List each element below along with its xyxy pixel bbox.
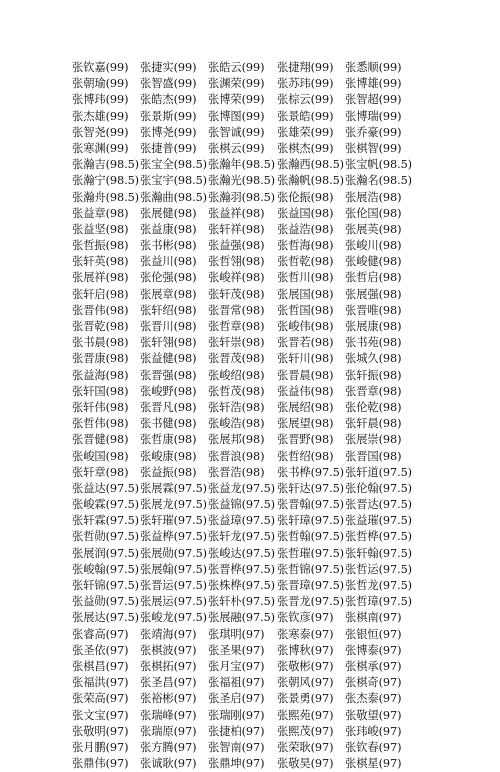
name-score-entry: 张圣昌(97): [140, 676, 197, 690]
name-score-entry: 张琪明(97): [208, 627, 265, 641]
name-score-entry: 张轩川(98): [277, 352, 334, 366]
name-score-entry: 张景皓(99): [277, 109, 334, 123]
name-score-entry: 张峻霖(97.5): [72, 498, 139, 512]
name-score-entry: 张熙苑(97): [277, 708, 334, 722]
name-score-entry: 张峻国(98): [72, 449, 129, 463]
list-row: [72, 238, 500, 254]
name-score-entry: 张轩达(97.5): [277, 481, 344, 495]
name-score-entry: 张晋健(98): [72, 433, 129, 447]
name-score-entry: 张展霖(97.5): [140, 481, 207, 495]
name-score-entry: 张轩锦(97.5): [72, 579, 139, 592]
name-score-entry: 张轩晨(98): [345, 417, 402, 431]
name-score-entry: 张展运(97.5): [140, 595, 207, 609]
list-row: [72, 724, 500, 740]
name-score-entry: 张峻康(98): [140, 449, 197, 463]
name-score-entry: 张轩浩(98): [208, 400, 265, 414]
name-score-entry: 张峻健(98): [345, 255, 402, 269]
list-row: [72, 465, 500, 481]
list-row: [72, 529, 500, 545]
name-score-entry: 张轩朴(97.5): [208, 595, 275, 609]
name-score-entry: 张益勋(97.5): [72, 595, 139, 609]
list-row: [72, 303, 500, 319]
list-row: [72, 708, 500, 724]
name-score-entry: 张轩璋(97.5): [277, 514, 344, 528]
name-score-entry: 张晋桦(97.5): [208, 562, 275, 576]
name-score-entry: 张城久(98): [345, 352, 402, 366]
name-score-entry: 张书苑(98): [345, 336, 402, 350]
list-row: [72, 222, 500, 238]
name-score-entry: 张展章(98): [140, 287, 197, 301]
name-score-entry: 张棋杰(99): [277, 141, 334, 155]
name-score-entry: 张瀚名(98.5): [345, 174, 412, 188]
name-score-entry: 张瀚羽(98.5): [208, 190, 275, 204]
name-score-entry: 张轩璀(97.5): [140, 514, 207, 528]
name-score-entry: 张轩振(98): [345, 368, 402, 382]
list-row: [72, 610, 500, 626]
name-score-entry: 张书晨(98): [72, 336, 129, 350]
name-score-entry: 张展望(98): [277, 417, 334, 431]
list-row: [72, 109, 500, 125]
name-score-entry: 张钦嘉(99): [72, 61, 129, 74]
list-row: [72, 335, 500, 351]
name-score-entry: 张钦彦(97): [277, 611, 334, 625]
name-score-entry: 张哲国(98): [277, 303, 334, 317]
name-score-entry: 张哲海(98): [277, 239, 334, 253]
name-score-entry: 张敬彬(97): [277, 659, 334, 673]
name-score-entry: 张诚耿(97): [140, 757, 197, 771]
name-score-entry: 张瀚西(98.5): [277, 158, 344, 172]
name-score-entry: 张敬明(97): [72, 724, 129, 738]
list-row: [72, 173, 500, 189]
name-score-entry: 张书健(98): [140, 417, 197, 431]
name-score-entry: 张哲启(98): [345, 271, 402, 285]
name-score-entry: 张福祖(97): [208, 676, 265, 690]
name-score-entry: 张展龙(97.5): [140, 498, 207, 512]
name-score-entry: 张晋达(97.5): [345, 498, 412, 512]
list-row: [72, 740, 500, 756]
name-score-entry: 张益康(98): [140, 222, 197, 236]
name-score-entry: 张展浩(98): [345, 190, 402, 204]
name-score-entry: 张轩国(98): [72, 384, 129, 398]
name-score-entry: 张景勇(97): [277, 692, 334, 706]
name-score-entry: 张株桦(97.5): [208, 579, 275, 592]
name-score-entry: 张棋昌(97): [72, 659, 129, 673]
list-row: [72, 76, 500, 92]
name-score-entry: 张博泰(97): [345, 643, 402, 657]
name-score-entry: 张月宝(97): [208, 659, 265, 673]
name-score-entry: 张轩章(98): [72, 465, 129, 479]
name-score-entry: 张峻绍(98): [208, 368, 265, 382]
name-score-entry: 张晋浩(98): [208, 465, 265, 479]
name-score-entry: 张展翰(97.5): [140, 562, 207, 576]
name-score-entry: 张博尧(99): [140, 125, 197, 139]
name-score-entry: 张苏玮(99): [277, 77, 334, 91]
name-score-entry: 张晋若(98): [277, 336, 334, 350]
name-score-entry: 张裕彬(97): [140, 692, 197, 706]
list-row: [72, 691, 500, 707]
list-row: [72, 497, 500, 513]
list-row: [72, 449, 500, 465]
name-score-entry: 张晋野(98): [277, 433, 334, 447]
name-score-entry: 张哲运(97.5): [345, 562, 412, 576]
name-score-entry: 张棋拓(97): [140, 659, 197, 673]
name-score-entry: 张捷实(99): [140, 61, 197, 74]
name-score-entry: 张哲勋(97.5): [72, 530, 139, 544]
name-score-entry: 张益浩(98): [277, 222, 334, 236]
name-score-entry: 张益国(98): [277, 206, 334, 220]
list-row: [72, 60, 500, 76]
name-score-entry: 张晋伟(98): [72, 303, 129, 317]
list-row: [72, 627, 500, 643]
name-score-entry: 张峻达(97.5): [208, 546, 275, 560]
list-row: [72, 368, 500, 384]
name-score-entry: 张晋茂(98): [208, 352, 265, 366]
name-score-entry: 张钦春(97): [345, 740, 402, 754]
list-row: [72, 416, 500, 432]
name-score-entry: 张峻龙(97.5): [140, 611, 207, 625]
name-score-entry: 张智盛(99): [140, 77, 197, 91]
name-score-entry: 张晋强(98): [140, 368, 197, 382]
list-row: [72, 594, 500, 610]
name-score-entry: 张书桦(97.5): [277, 465, 344, 479]
name-score-entry: 张博瑞(99): [345, 109, 402, 123]
name-score-entry: 张轩绍(98): [140, 303, 197, 317]
name-score-entry: 张益锦(97.5): [208, 498, 275, 512]
name-score-entry: 张晋康(98): [72, 352, 129, 366]
list-row: [72, 513, 500, 529]
name-score-entry: 张杰泰(97): [345, 692, 402, 706]
name-score-entry: 张寒渊(99): [72, 141, 129, 155]
name-score-entry: 张伦翰(97.5): [345, 481, 412, 495]
name-score-entry: 张轩龙(97.5): [208, 530, 275, 544]
name-score-entry: 张博玮(99): [72, 93, 129, 107]
name-score-entry: 张展强(98): [345, 287, 402, 301]
name-score-entry: 张展英(98): [345, 222, 402, 236]
name-score-entry: 张棕云(99): [277, 93, 334, 107]
name-score-entry: 张峻伟(98): [277, 320, 334, 333]
name-score-entry: 张哲绍(98): [277, 449, 334, 463]
name-score-entry: 张晋国(98): [345, 449, 402, 463]
name-score-entry: 张玮峻(97): [345, 724, 402, 738]
name-score-entry: 张睿高(97): [72, 627, 129, 641]
name-score-entry: 张展绍(98): [277, 400, 334, 414]
name-score-entry: 张益璋(97.5): [208, 514, 275, 528]
name-score-entry: 张哲振(98): [72, 239, 129, 253]
name-score-entry: 张轩启(98): [72, 287, 129, 301]
name-score-entry: 张展健(98): [140, 206, 197, 220]
name-score-entry: 张峻浩(98): [208, 417, 265, 431]
list-row: [72, 125, 500, 141]
name-score-entry: 张棋智(99): [345, 141, 402, 155]
list-row: [72, 546, 500, 562]
name-score-entry: 张宝宇(98.5): [140, 174, 207, 188]
name-score-entry: 张雄荣(99): [277, 125, 334, 139]
name-score-entry: 张棋波(97): [140, 643, 197, 657]
name-score-entry: 张宝帆(98.5): [345, 158, 412, 172]
name-score-entry: 张皓杰(99): [140, 93, 197, 107]
name-score-entry: 张峻野(98): [140, 384, 197, 398]
name-score-entry: 张靖海(97): [140, 627, 197, 641]
name-score-entry: 张博秋(97): [277, 643, 334, 657]
name-score-entry: 张圣果(97): [208, 643, 265, 657]
name-score-entry: 张伦强(98): [140, 271, 197, 285]
name-score-entry: 张瀚舟(98.5): [72, 190, 139, 204]
name-score-entry: 张瑞原(97): [140, 724, 197, 738]
list-row: [72, 675, 500, 691]
name-score-entry: 张博图(99): [208, 109, 265, 123]
name-score-entry: 张展融(97.5): [208, 611, 275, 625]
name-score-entry: 张瀚光(98.5): [208, 174, 275, 188]
name-score-entry: 张皓云(99): [208, 61, 265, 74]
name-score-entry: 张轩崇(98): [208, 336, 265, 350]
name-score-entry: 张展勋(97.5): [140, 546, 207, 560]
list-row: [72, 562, 500, 578]
name-score-entry: 张圣依(97): [72, 643, 129, 657]
name-score-entry: 张展达(97.5): [72, 611, 139, 625]
name-score-entry: 张鼎坤(97): [208, 757, 265, 771]
name-score-entry: 张荣高(97): [72, 692, 129, 706]
name-score-entry: 张益璀(97.5): [345, 514, 412, 528]
name-score-entry: 张渊荣(99): [208, 77, 265, 91]
list-row: [72, 481, 500, 497]
name-score-entry: 张宝全(98.5): [140, 158, 207, 172]
name-score-entry: 张棋南(97): [345, 611, 402, 625]
list-row: [72, 351, 500, 367]
name-score-entry: 张棋星(97): [345, 757, 402, 771]
name-score-entry: 张晋翰(97.5): [277, 498, 344, 512]
name-score-entry: 张伦振(98): [277, 190, 334, 204]
name-score-entry: 张棋奇(97): [345, 676, 402, 690]
name-score-entry: 张瀚帆(98.5): [277, 174, 344, 188]
name-score-entry: 张哲锦(97.5): [277, 562, 344, 576]
name-score-entry: 张月鹏(97): [72, 740, 129, 754]
list-row: [72, 756, 500, 772]
name-score-entry: 张圣启(97): [208, 692, 265, 706]
list-row: [72, 254, 500, 270]
list-row: [72, 141, 500, 157]
name-score-entry: 张捷普(99): [140, 141, 197, 155]
name-score-entry: 张轩道(97.5): [345, 465, 412, 479]
name-score-entry: 张晋凡(98): [140, 400, 197, 414]
name-score-entry: 张益坚(98): [72, 222, 129, 236]
name-score-list: [72, 60, 500, 772]
name-score-entry: 张益达(97.5): [72, 481, 139, 495]
name-score-entry: 张博雄(99): [345, 77, 402, 91]
name-score-entry: 张杰雄(99): [72, 109, 129, 123]
name-score-entry: 张益龙(97.5): [208, 481, 275, 495]
name-score-entry: 张展崇(98): [345, 433, 402, 447]
name-score-entry: 张福洪(97): [72, 676, 129, 690]
list-row: [72, 157, 500, 173]
name-score-entry: 张哲章(98): [208, 320, 265, 333]
name-score-entry: 张朝风(97): [277, 676, 334, 690]
name-score-entry: 张捷柏(97): [208, 724, 265, 738]
name-score-entry: 张瀚吉(98.5): [72, 158, 139, 172]
name-score-entry: 张瀚宁(98.5): [72, 174, 139, 188]
name-score-entry: 张峻川(98): [345, 239, 402, 253]
name-score-entry: 张哲桦(97.5): [345, 530, 412, 544]
name-score-entry: 张哲翎(98): [208, 255, 265, 269]
name-score-entry: 张悉顺(99): [345, 61, 402, 74]
name-score-entry: 张瀚年(98.5): [208, 158, 275, 172]
name-score-entry: 张哲康(98): [140, 433, 197, 447]
name-score-entry: 张哲茂(98): [208, 384, 265, 398]
list-row: [72, 270, 500, 286]
name-score-entry: 张棋云(99): [208, 141, 265, 155]
name-score-entry: 张智尧(99): [72, 125, 129, 139]
name-score-entry: 张峻祥(98): [208, 271, 265, 285]
name-score-entry: 张晋章(98): [345, 384, 402, 398]
list-row: [72, 206, 500, 222]
name-score-entry: 张瑞刚(97): [208, 708, 265, 722]
name-score-entry: 张朝瑜(99): [72, 77, 129, 91]
name-score-entry: 张轩翰(97.5): [345, 546, 412, 560]
name-score-entry: 张晋浪(98): [208, 449, 265, 463]
list-row: [72, 659, 500, 675]
list-row: [72, 92, 500, 108]
name-score-entry: 张益伟(98): [277, 384, 334, 398]
name-score-entry: 张哲璋(97.5): [345, 595, 412, 609]
name-score-entry: 张熙茂(97): [277, 724, 334, 738]
name-score-entry: 张晋川(98): [140, 320, 197, 333]
name-score-entry: 张晋运(97.5): [140, 579, 207, 592]
list-row: [72, 287, 500, 303]
name-score-entry: 张瑞峰(97): [140, 708, 197, 722]
name-score-entry: 张敬昊(97): [277, 757, 334, 771]
name-score-entry: 张晋璋(97.5): [277, 579, 344, 592]
name-score-entry: 张晋龙(97.5): [277, 595, 344, 609]
name-score-entry: 张智超(99): [345, 93, 402, 107]
name-score-entry: 张哲伟(98): [72, 417, 129, 431]
name-score-entry: 张文宝(97): [72, 708, 129, 722]
name-score-entry: 张博荣(99): [208, 93, 265, 107]
name-score-entry: 张棋承(97): [345, 659, 402, 673]
name-score-entry: 张方腾(97): [140, 740, 197, 754]
name-score-entry: 张智诚(99): [208, 125, 265, 139]
name-score-entry: 张哲龙(97.5): [345, 579, 412, 592]
name-score-entry: 张益祥(98): [208, 206, 265, 220]
name-score-entry: 张银恒(97): [345, 627, 402, 641]
name-score-entry: 张益强(98): [208, 239, 265, 253]
name-score-entry: 张瀚曲(98.5): [140, 190, 207, 204]
name-score-entry: 张展国(98): [277, 287, 334, 301]
name-score-entry: 张哲川(98): [277, 271, 334, 285]
list-row: [72, 578, 500, 594]
name-score-entry: 张哲翰(97.5): [277, 530, 344, 544]
name-score-entry: 张智南(97): [208, 740, 265, 754]
name-score-entry: 张轩茂(98): [208, 287, 265, 301]
name-score-entry: 张轩伟(98): [72, 400, 129, 414]
name-score-entry: 张展康(98): [345, 320, 402, 333]
list-row: [72, 190, 500, 206]
name-score-entry: 张益振(98): [140, 465, 197, 479]
name-score-entry: 张益海(98): [72, 368, 129, 382]
name-score-entry: 张晋常(98): [208, 303, 265, 317]
name-score-entry: 张轩英(98): [72, 255, 129, 269]
list-row: [72, 432, 500, 448]
name-score-entry: 张景斯(99): [140, 109, 197, 123]
name-score-entry: 张轩霖(97.5): [72, 514, 139, 528]
name-score-entry: 张哲乾(98): [277, 255, 334, 269]
name-score-entry: 张寒泰(97): [277, 627, 334, 641]
name-score-entry: 张晋唯(98): [345, 303, 402, 317]
list-row: [72, 400, 500, 416]
name-score-entry: 张伦乾(98): [345, 400, 402, 414]
list-row: [72, 384, 500, 400]
name-score-entry: 张敬望(97): [345, 708, 402, 722]
name-score-entry: 张捷翔(99): [277, 61, 334, 74]
name-score-entry: 张鼎伟(97): [72, 757, 129, 771]
name-score-entry: 张晋乾(98): [72, 320, 129, 333]
list-row: [72, 643, 500, 659]
name-score-entry: 张益章(98): [72, 206, 129, 220]
name-score-entry: 张书彬(98): [140, 239, 197, 253]
list-row: [72, 319, 500, 335]
name-score-entry: 张展润(97.5): [72, 546, 139, 560]
name-score-entry: 张益桦(97.5): [140, 530, 207, 544]
name-score-entry: 张益川(98): [140, 255, 197, 269]
name-score-entry: 张峻翰(97.5): [72, 562, 139, 576]
name-score-entry: 张展邦(98): [208, 433, 265, 447]
name-score-entry: 张益健(98): [140, 352, 197, 366]
name-score-entry: 张荣耿(97): [277, 740, 334, 754]
name-score-entry: 张轩祥(98): [208, 222, 265, 236]
name-score-entry: 张晋晨(98): [277, 368, 334, 382]
name-score-entry: 张哲璀(97.5): [277, 546, 344, 560]
name-score-entry: 张轩翎(98): [140, 336, 197, 350]
name-score-entry: 张乔豪(99): [345, 125, 402, 139]
name-score-entry: 张展祥(98): [72, 271, 129, 285]
name-score-entry: 张伦国(98): [345, 206, 402, 220]
